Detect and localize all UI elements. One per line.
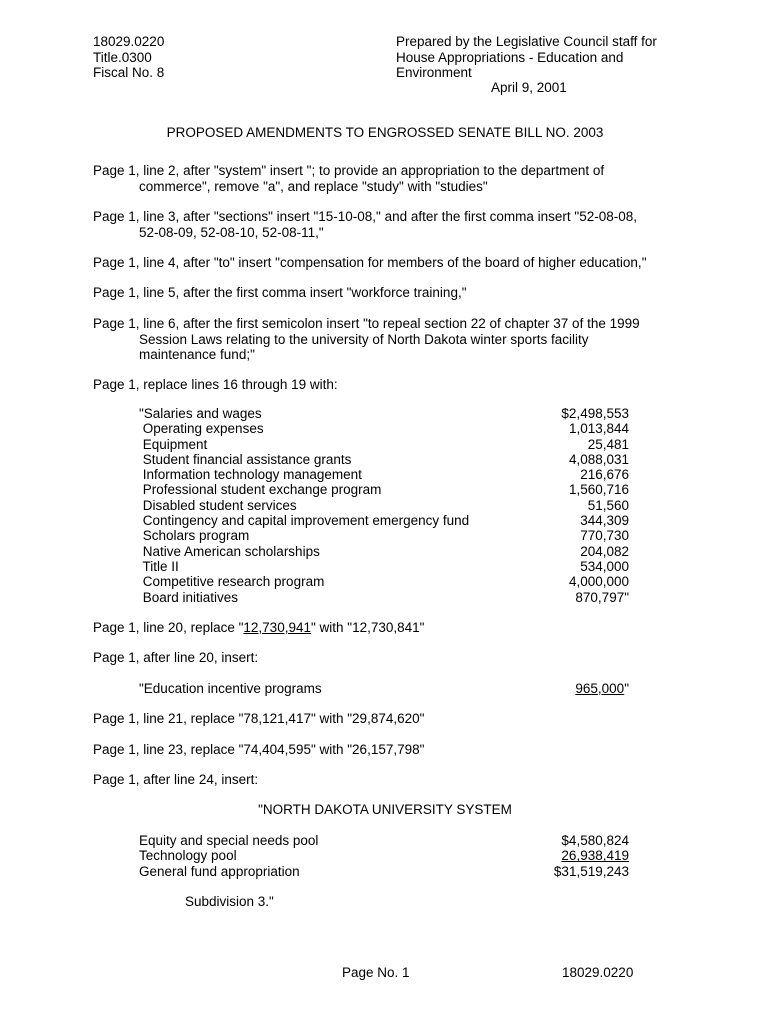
after-line-24: Page 1, after line 24, insert: — [93, 772, 259, 787]
budget-row-amount: 4,000,000 — [568, 574, 629, 590]
amendment-item: Page 1, line 6, after the first semicolon insert "to repeal section 22 of chapter 37 of the 1999 Session Laws relating to the university of North Dakota winter sports facility maintenance fund;" — [93, 316, 640, 362]
budget-row — [139, 528, 629, 543]
incentive-row: "Education incentive programs 965,000" — [139, 681, 629, 696]
line-23-amendment: Page 1, line 23, replace "74,404,595" with "26,157,798" — [93, 742, 425, 757]
budget-row-amount: 4,088,031 — [568, 451, 629, 467]
amendment-item: Page 1, line 4, after "to" insert "compensation for members of the board of higher education," — [93, 255, 647, 270]
budget-row — [139, 482, 629, 497]
system-row-label: Equity and special needs pool — [139, 833, 319, 848]
underlined-amount: 12,730,941 — [243, 620, 311, 635]
budget-row — [139, 452, 629, 467]
system-row — [139, 864, 629, 879]
budget-row-label: Competitive research program — [139, 574, 325, 590]
budget-row — [139, 437, 629, 452]
system-row — [139, 848, 629, 863]
budget-row-label: Contingency and capital improvement emergency fund — [139, 513, 470, 529]
prepared-by-line-2: House Appropriations - Education and — [396, 49, 624, 65]
header-left — [93, 34, 164, 81]
budget-row-amount: 1,013,844 — [568, 421, 629, 437]
budget-row — [139, 406, 629, 421]
budget-row — [139, 421, 629, 436]
amendment-item: Page 1, replace lines 16 through 19 with: — [93, 377, 338, 392]
budget-row-label: Information technology management — [139, 467, 362, 483]
bill-number: 18029.0220 — [93, 34, 165, 49]
system-row-amount: $31,519,243 — [553, 863, 629, 879]
budget-row-label: Student financial assistance grants — [139, 451, 352, 467]
amendment-item: Page 1, line 3, after "sections" insert "15-10-08," and after the first comma insert "52-08-08, 52-08-09, 52-08-10, 52-08-11," — [93, 209, 637, 240]
budget-row-label: "Salaries and wages — [139, 406, 262, 421]
budget-row-amount: 534,000 — [580, 558, 629, 574]
budget-row-label: Board initiatives — [139, 589, 239, 605]
system-heading: "NORTH DAKOTA UNIVERSITY SYSTEM — [258, 802, 512, 817]
budget-row-label: Equipment — [139, 436, 208, 452]
system-row-amount: $4,580,824 — [561, 833, 629, 848]
budget-row — [139, 544, 629, 559]
budget-row-label: Scholars program — [139, 528, 250, 544]
budget-row-label: Disabled student services — [139, 497, 297, 513]
system-table — [139, 833, 629, 879]
budget-row — [139, 590, 629, 605]
fiscal-number: Fiscal No. 8 — [93, 65, 165, 80]
line-21-amendment: Page 1, line 21, replace "78,121,417" with "29,874,620" — [93, 711, 425, 726]
budget-row — [139, 513, 629, 528]
budget-row-amount: 870,797" — [575, 589, 629, 605]
title-number: Title.0300 — [93, 49, 152, 65]
budget-row — [139, 467, 629, 482]
page-number: Page No. 1 — [342, 965, 410, 980]
document-title: PROPOSED AMENDMENTS TO ENGROSSED SENATE BILL NO. 2003 — [166, 125, 604, 140]
subdivision-note: Subdivision 3." — [185, 894, 274, 909]
budget-row-amount: 204,082 — [580, 543, 629, 559]
budget-row-amount: 216,676 — [580, 467, 629, 483]
prepared-by-line-3: Environment — [396, 65, 472, 80]
budget-row — [139, 574, 629, 589]
footer-bill-number: 18029.0220 — [562, 965, 634, 980]
prepared-by-line-1: Prepared by the Legislative Council staff for — [396, 34, 657, 49]
budget-row-amount: 1,560,716 — [568, 482, 629, 498]
budget-row — [139, 498, 629, 513]
budget-row-label: Native American scholarships — [139, 543, 320, 559]
budget-row-label: Operating expenses — [139, 421, 264, 437]
budget-table — [139, 406, 629, 605]
line-20-amendment: Page 1, line 20, replace "12,730,941" with "12,730,841" — [93, 620, 425, 635]
budget-row-label: Professional student exchange program — [139, 482, 382, 498]
after-line-20: Page 1, after line 20, insert: — [93, 650, 259, 665]
system-row-label: Technology pool — [139, 848, 237, 864]
budget-row-amount: 51,560 — [587, 497, 629, 513]
header-right — [396, 34, 696, 81]
system-row-amount: 26,938,419 — [561, 848, 629, 864]
document-date: April 9, 2001 — [491, 80, 567, 95]
budget-row-amount: 344,309 — [580, 513, 629, 529]
budget-row-label: Title II — [139, 558, 179, 574]
system-row — [139, 833, 629, 848]
budget-row-amount: 25,481 — [587, 436, 629, 452]
amendment-item: Page 1, line 2, after "system" insert "; to provide an appropriation to the department of commerce", remove "a", and replace "study" with "studies" — [93, 163, 605, 194]
budget-row — [139, 559, 629, 574]
incentive-amount: 965,000 — [575, 681, 625, 696]
budget-row-amount: $2,498,553 — [561, 406, 629, 421]
budget-row-amount: 770,730 — [580, 528, 629, 544]
incentive-label: "Education incentive programs — [139, 681, 322, 696]
amendment-item: Page 1, line 5, after the first comma insert "workforce training," — [93, 285, 467, 300]
system-row-label: General fund appropriation — [139, 863, 300, 879]
